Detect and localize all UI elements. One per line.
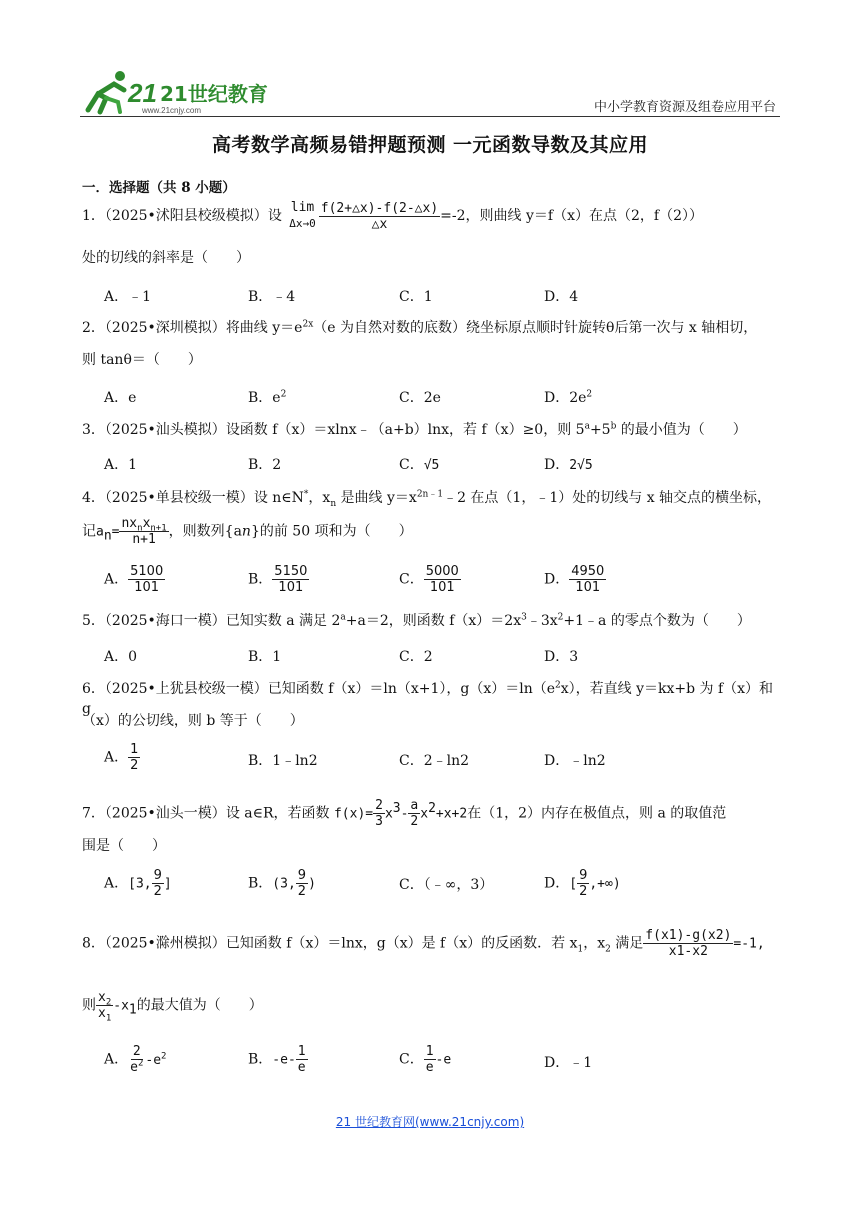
option-c[interactable]: C．2e <box>399 390 441 406</box>
option-c[interactable]: C． $\frac{1}{e}$ -e <box>399 1044 452 1075</box>
option-a[interactable]: A． $\frac{2}{e^2}$ $-e^2$ <box>104 1044 167 1075</box>
option-b[interactable]: B．﹣4 <box>248 289 296 305</box>
q8-fraction: $\frac{f(x1)-g(x2)}{x1-x2}$ <box>645 928 732 959</box>
option-c[interactable]: C．2﹣ln2 <box>399 753 470 769</box>
question-3: 3．（2025•汕头模拟）设函数 f（x）＝xlnx﹣（a+b）lnx，若 f（x）≥0，则 $5^a+5^b$ 的最小值为（ ） <box>82 421 747 438</box>
question-5: 5．（2025•海口一模）已知实数 a 满足 $2^a+a=2$，则函数 $f(x)=2x^3﹣3x^2+1﹣a$ 的零点个数为（ ） <box>82 612 751 629</box>
option-a[interactable]: A．0 <box>104 649 138 665</box>
page-title: 高考数学高频易错押题预测 一元函数导数及其应用 <box>211 134 649 156</box>
q1-fraction: $\frac{f(2+\triangle x)-f(2-\triangle x)}{\triangle x}$ <box>320 200 439 232</box>
option-a[interactable]: A．﹣1 <box>104 289 152 305</box>
option-b[interactable]: B． $\frac{5150}{101}$ <box>248 564 308 595</box>
two-sqrt-five: 2√5 <box>569 458 593 473</box>
question-7-line2: 围是（ ） <box>82 838 166 854</box>
option-b[interactable]: B．$e^2$ <box>248 389 287 406</box>
question-2: 2．（2025•深圳模拟）将曲线 $y=e^{2x}(e$ 为自然对数的底数）绕坐标原点顺时针旋转θ后第一次与 x 轴相切， <box>82 319 758 336</box>
option-a[interactable]: A．e <box>104 390 137 406</box>
runner-icon <box>88 71 125 112</box>
question-1: 1．（2025•沭阳县校级模拟）设 lim Δx→0 $\frac{f(2+\triangle x)-f(2-\triangle x)}{\triangle x}$ =-2，则曲线 y＝f（x）在点（2，f（2）） <box>82 200 703 232</box>
option-a[interactable]: A．1 <box>104 457 138 473</box>
option-a[interactable]: A．[3, $\frac{9}{2}$ ] <box>104 868 172 899</box>
an-fraction: $\frac{nx_nx_{n+1}}{n+1}$ <box>121 516 167 547</box>
footer-link[interactable]: 21 世纪教育网(www.21cnjy.com) <box>335 1115 525 1129</box>
option-c[interactable]: C．1 <box>399 289 433 305</box>
limit-expression: lim Δx→0 <box>289 200 316 230</box>
option-d[interactable]: D．﹣1 <box>544 1055 593 1071</box>
option-a[interactable]: A． $\frac{5100}{101}$ <box>104 564 164 595</box>
option-d[interactable]: D．[ $\frac{9}{2}$ ,+∞) <box>544 868 621 899</box>
option-b[interactable]: B．-e- $\frac{1}{e}$ <box>248 1044 306 1075</box>
option-b[interactable]: B．1 <box>248 649 282 665</box>
option-d[interactable]: D．4 <box>544 289 579 305</box>
sqrt-five: √5 <box>423 458 440 473</box>
option-c[interactable]: C．√5 <box>399 457 440 473</box>
svg-text:www.21cnjy.com: www.21cnjy.com <box>142 106 201 115</box>
option-b[interactable]: B．2 <box>248 457 282 473</box>
question-6-line2: （x）的公切线，则 b 等于（ ） <box>82 713 304 729</box>
option-a[interactable]: A． $\frac{1}{2}$ <box>104 742 139 773</box>
option-d[interactable]: D．﹣ln2 <box>544 753 606 769</box>
question-8: 8．（2025•滁州模拟）已知函数 f（x）＝lnx，g（x）是 f（x）的反函数．若 $x_1$，$x_2$ 满足 $\frac{f(x1)-g(x2)}{x1-x2}$ =-1, <box>82 928 765 959</box>
question-4: 4．（2025•单县校级一模）设 n∈N*，$x_n$ 是曲线 $y=x^{2n﹣1}﹣2$ 在点（1，﹣1）处的切线与 x 轴交点的横坐标， <box>82 489 772 509</box>
logo <box>80 68 268 118</box>
question-6: 6．（2025•上犹县校级一模）已知函数 f（x）＝ln（x+1），$g(x)=\ln(e^2x)$，若直线 y＝kx+b 为 f（x）和 g <box>82 680 774 717</box>
option-c[interactable]: C． $\frac{5000}{101}$ <box>399 564 459 595</box>
option-c[interactable]: C．（﹣∞，3） <box>399 877 494 893</box>
question-7: 7．（2025•汕头一模）设 a∈R，若函数 f(x)= $\frac{2}{3}$ $x^3-$ $\frac{a}{2}$ $x^2+x+2$在（1，2）内存在极值点，则 a 的取值范 <box>82 798 727 829</box>
question-1-line2: 处的切线的斜率是（ ） <box>82 250 250 266</box>
option-d[interactable]: D．$2e^2$ <box>544 389 593 406</box>
question-8-line2: 则 $\frac{x_2}{x_1}$ $-x_1$的最大值为（ ） <box>82 990 263 1024</box>
option-d[interactable]: D．3 <box>544 649 579 665</box>
question-2-line2: 则 tanθ＝（ ） <box>82 352 202 368</box>
svg-text:21: 21 <box>128 78 157 108</box>
option-b[interactable]: B．1﹣ln2 <box>248 753 318 769</box>
question-4-line2: 记$a_n=$ $\frac{nx_nx_{n+1}}{n+1}$ ，则数列{an}的前 50 项和为（ ） <box>82 516 413 547</box>
header-divider <box>80 116 780 117</box>
svg-text:21世纪教育: 21世纪教育 <box>160 82 268 106</box>
option-d[interactable]: D． $\frac{4950}{101}$ <box>544 564 605 595</box>
section-heading: 一．选择题（共 8 小题） <box>82 180 236 196</box>
option-b[interactable]: B．(3, $\frac{9}{2}$ ) <box>248 868 316 899</box>
option-d[interactable]: D．2√5 <box>544 457 593 473</box>
option-c[interactable]: C．2 <box>399 649 433 665</box>
platform-name: 中小学教育资源及组卷应用平台 <box>593 100 776 115</box>
